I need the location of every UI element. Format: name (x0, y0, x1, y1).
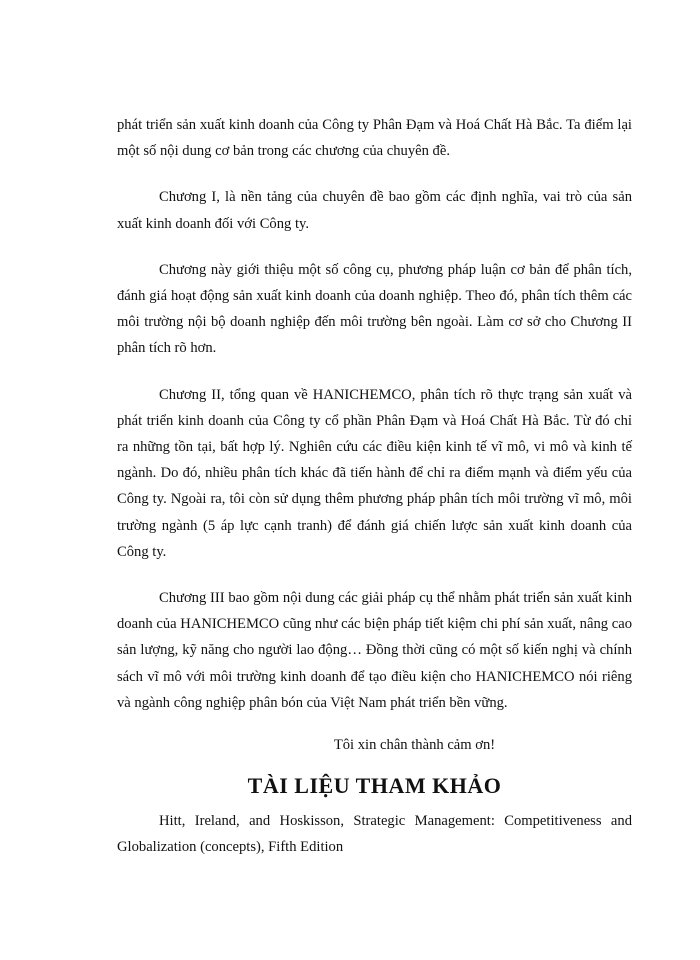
thanks-line: Tôi xin chân thành cảm ơn! (333, 737, 496, 754)
paragraph-intro: phát triển sản xuất kinh doanh của Công ty Phân Đạm và Hoá Chất Hà Bắc. Ta điểm lại một số nội dung cơ bản trong các chương của chuyên đề. (117, 117, 632, 160)
reference-item: Hitt, Ireland, and Hoskisson, Strategic Management: Competitiveness and Globalization (concepts), Fifth Edition (117, 813, 632, 856)
references-heading: TÀI LIỆU THAM KHẢO (247, 773, 502, 799)
paragraph-chapter-1-detail: Chương này giới thiệu một số công cụ, phương pháp luận cơ bản để phân tích, đánh giá hoạt động sản xuất kinh doanh của doanh nghiệp. Theo đó, phân tích thêm các môi trường nội bộ doanh nghiệp đến môi trường bên ngoài. Làm cơ sở cho Chương II phân tích rõ hơn. (117, 261, 632, 357)
body-text (117, 112, 632, 861)
paragraph-chapter-3: Chương III bao gồm nội dung các giải pháp cụ thể nhằm phát triển sản xuất kinh doanh của HANICHEMCO cũng như các biện pháp tiết kiệm chi phí sản xuất, nâng cao sản lượng, kỹ năng cho người lao động… Đồng thời cũng có một số kiến nghị và chính sách vĩ mô với môi trường kinh doanh để tạo điều kiện cho HANICHEMCO nói riêng và ngành công nghiệp phân bón của Việt Nam phát triển bền vững. (117, 590, 632, 711)
paragraph-chapter-1: Chương I, là nền tảng của chuyên đề bao gồm các định nghĩa, vai trò của sản xuất kinh doanh đối với Công ty. (117, 189, 632, 232)
paragraph-chapter-2: Chương II, tổng quan về HANICHEMCO, phân tích rõ thực trạng sản xuất và phát triển kinh doanh của Công ty cổ phần Phân Đạm và Hoá Chất Hà Bắc. Từ đó chỉ ra những tồn tại, bất hợp lý. Nghiên cứu các điều kiện kinh tế vĩ mô, vi mô và kinh tế ngành. Do đó, nhiều phân tích khác đã tiến hành để chỉ ra điểm mạnh và điểm yếu của Công ty. Ngoài ra, tôi còn sử dụng thêm phương pháp phân tích môi trường vĩ mô, môi trường ngành (5 áp lực cạnh tranh) để đánh giá chiến lược sản xuất kinh doanh của Công ty. (117, 386, 632, 560)
